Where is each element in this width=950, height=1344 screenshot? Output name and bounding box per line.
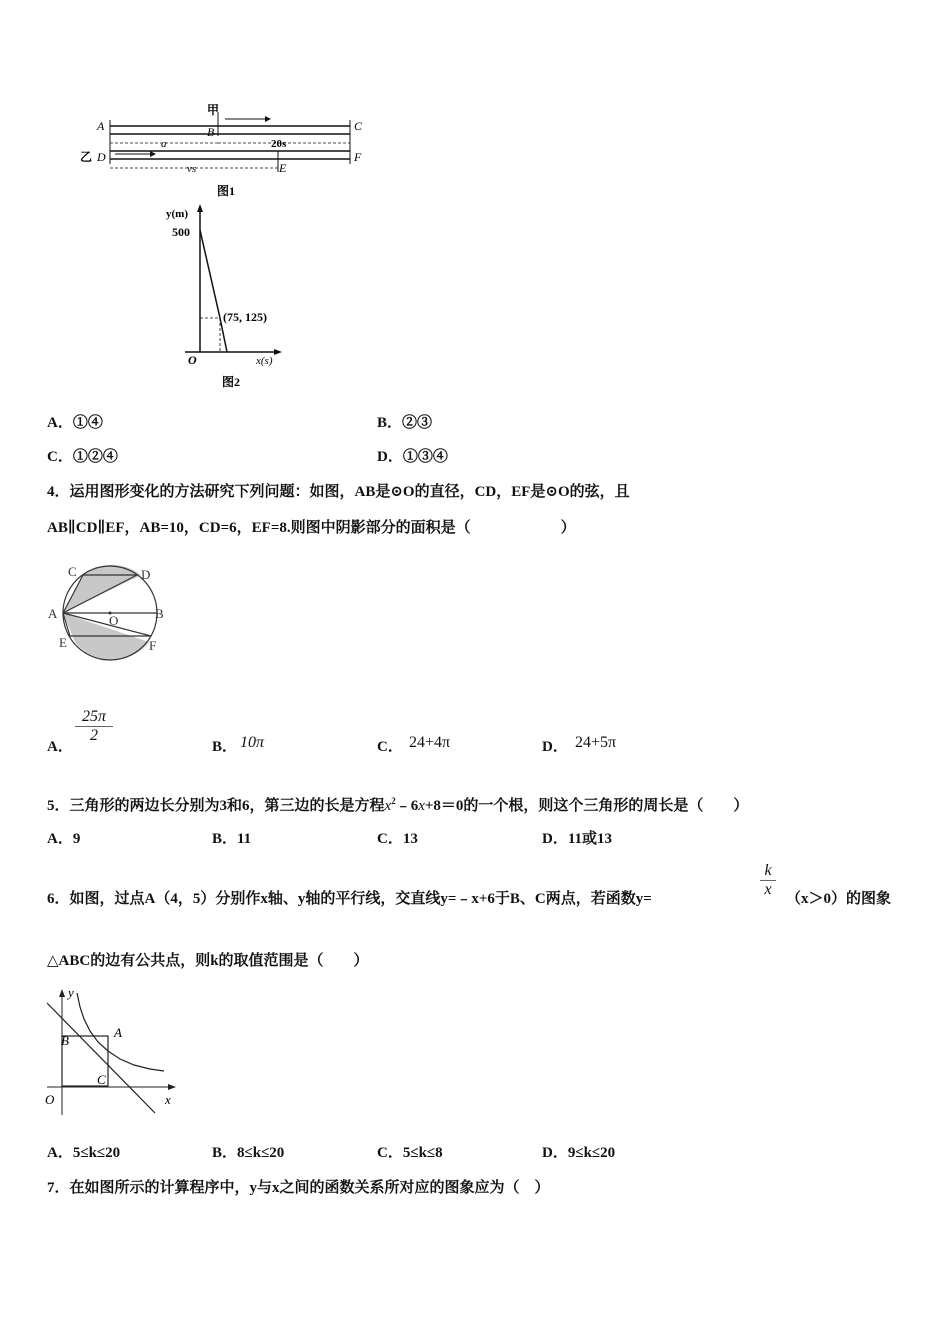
q5-option-a: A．9 [47,831,81,847]
q4-option-b-value: 10π [240,734,265,751]
q5-option-b: B．11 [212,831,252,847]
q6-option-b: B．8≤k≤20 [212,1145,285,1161]
q4-fig-label-f: F [149,638,157,653]
q4-option-a-label: A． [47,739,73,755]
fig1-jia-label: 甲 [207,103,220,117]
figure-1-diagram [75,100,375,205]
fig2-y-value: 500 [172,225,190,239]
q5-var-x: x [384,798,392,814]
q5-exponent: 2 [391,796,396,806]
q4-option-a-numerator: 25π [75,708,113,727]
q6-fraction-k-over-x [760,862,776,899]
q6-option-a: A．5≤k≤20 [47,1145,121,1161]
fig1-label-a: A [97,119,105,133]
q4-fig-label-o: O [109,613,119,628]
q3-option-a: A．①④ [47,415,103,431]
q6-option-c: C．5≤k≤8 [377,1145,443,1161]
q3-option-d: D．①③④ [377,449,448,465]
q4-question-line1: 4．运用图形变化的方法研究下列问题：如图，AB是⊙O的直径，CD，EF是⊙O的弦，且 [47,484,630,500]
fig1-dist-a: a [161,138,167,150]
q4-fig-label-a: A [48,606,58,621]
q6-fig-label-a: A [114,1025,122,1040]
q4-fig-label-b: B [155,606,164,621]
q6-fraction-denominator: x [764,881,772,898]
q6-question-line1-pre: 6．如图，过点A（4，5）分别作x轴、y轴的平行线，交直线y=﹣x+6于B、C两点，若函数y= [47,891,652,907]
fig1-label-e: E [279,161,287,175]
q4-option-c-label: C． [377,739,403,755]
q3-option-b: B．②③ [377,415,433,431]
fig1-label-c: C [354,119,363,133]
q6-fig-label-c: C [97,1072,106,1087]
fig1-label-d: D [97,150,106,164]
fig1-label-f: F [354,150,362,164]
fig2-point-label: (75, 125) [223,310,267,324]
q4-option-c-value: 24+4π [409,734,451,751]
q6-question-line1-post: （x＞0）的图象 [786,891,892,907]
q6-fraction-numerator: k [760,862,776,881]
q4-option-a-denominator: 2 [90,727,98,744]
fig1-dist-vs: vs [187,163,197,175]
q5-option-c: C．13 [377,831,418,847]
q6-fig-label-x: x [165,1092,171,1107]
q7-question-line1: 7．在如图所示的计算程序中，y与x之间的函数关系所对应的图象应为（ ） [47,1180,550,1196]
q4-option-d-label: D． [542,739,568,755]
q4-question-line2: AB∥CD∥EF，AB=10，CD=6，EF=8.则图中阴影部分的面积是（ ） [47,520,576,536]
q6-question-line2: △ABC的边有公共点，则k的取值范围是（ ） [47,953,369,969]
q4-option-a-fraction [75,708,113,745]
q5-text-post: +8＝0的一个根，则这个三角形的周长是（ ） [424,798,749,814]
q4-fig-label-d: D [141,567,151,582]
q6-option-d: D．9≤k≤20 [542,1145,616,1161]
q4-option-b-label: B． [212,739,238,755]
q5-option-d: D．11或13 [542,831,613,847]
fig1-yi-label: 乙 [80,150,93,164]
fig2-x-axis-label: x(s) [256,355,273,367]
q4-fig-label-e: E [59,635,67,650]
q6-graph-figure [42,985,177,1120]
figure-2-graph [160,200,300,395]
q6-fig-label-y: y [68,985,74,1000]
fig2-origin: O [188,353,197,367]
q6-fig-label-b: B [61,1033,69,1048]
fig1-caption: 图1 [217,184,236,198]
fig1-label-b: B [207,125,215,139]
fig2-caption: 图2 [222,375,241,389]
fig1-dist-20s: 20s [271,138,287,150]
q5-text-mid: ﹣6 [395,798,419,814]
q4-circle-figure [45,562,175,662]
q6-fig-label-o: O [45,1092,55,1107]
fig2-y-axis-label: y(m) [166,208,188,220]
q5-text-pre: 5．三角形的两边长分别为3和6，第三边的长是方程 [47,798,385,814]
q5-var-x2: x [418,798,425,814]
q3-option-c: C．①②④ [47,449,118,465]
q4-fig-label-c: C [68,564,77,579]
q4-option-d-value: 24+5π [575,734,617,751]
q5-question [47,794,748,815]
